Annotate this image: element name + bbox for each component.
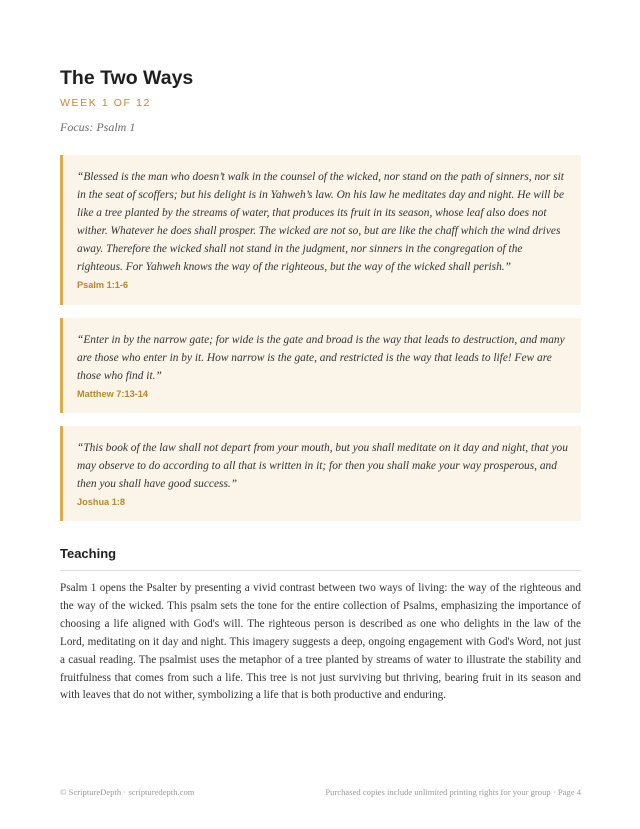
scripture-quote-card [60, 426, 581, 521]
scripture-quote-text: “This book of the law shall not depart from your mouth, but you shall meditate on it day and night, that you may observe to do according to all that is written in it; for then you shall make your way prosperous, and then you shall have good success.” [77, 442, 568, 490]
scripture-quote-card [60, 155, 581, 305]
scripture-reference: Joshua 1:8 [77, 497, 125, 507]
teaching-heading: Teaching [60, 546, 117, 561]
scripture-quote-card [60, 318, 581, 413]
page-title: The Two Ways [60, 67, 194, 89]
footer-page-info: Purchased copies include unlimited printing rights for your group · Page 4 [325, 787, 581, 797]
scripture-quote-text: “Blessed is the man who doesn’t walk in the counsel of the wicked, nor stand on the path of sinners, nor sit in the seat of scoffers; but his delight is in Yahweh’s law. On his law he meditates day and night. He will be like a tree planted by the streams of water, that produces its fruit in its season, whose leaf also does not wither. Whatever he does shall prosper. The wicked are not so, but are like the chaff which the wind drives away. Therefore the wicked shall not stand in the judgment, nor sinners in the congregation of the righteous. For Yahweh knows the way of the righteous, but the way of the wicked shall perish.” [77, 171, 565, 273]
footer-copyright: © ScriptureDepth · scripturedepth.com [60, 787, 195, 797]
section-divider [60, 570, 581, 571]
week-label: WEEK 1 OF 12 [60, 97, 151, 109]
scripture-reference: Matthew 7:13-14 [77, 389, 148, 399]
document-page [60, 0, 581, 829]
focus-label: Focus: Psalm 1 [60, 120, 136, 134]
teaching-body-text: Psalm 1 opens the Psalter by presenting a vivid contrast between two ways of living: the way of the righteous and the way of the wicked. This psalm sets the tone for the entire collection of Psalms, emphasizing the importance of choosing a life aligned with God's will. The righteous person is described as one who delights in the law of the Lord, meditating on it day and night. This imagery suggests a deep, ongoing engagement with God's Word, not just a casual reading. The psalmist uses the metaphor of a tree planted by streams of water to illustrate the stability and fruitfulness that comes from such a life. This tree is not just surviving but thriving, bearing fruit in its season and with leaves that do not wither, symbolizing a life that is both productive and enduring. [60, 582, 581, 702]
scripture-quote-text: “Enter in by the narrow gate; for wide is the gate and broad is the way that leads to destruction, and many are those who enter in by it. How narrow is the gate, and restricted is the way that leads to life! Few are those who find it.” [77, 334, 565, 382]
scripture-reference: Psalm 1:1-6 [77, 280, 129, 290]
